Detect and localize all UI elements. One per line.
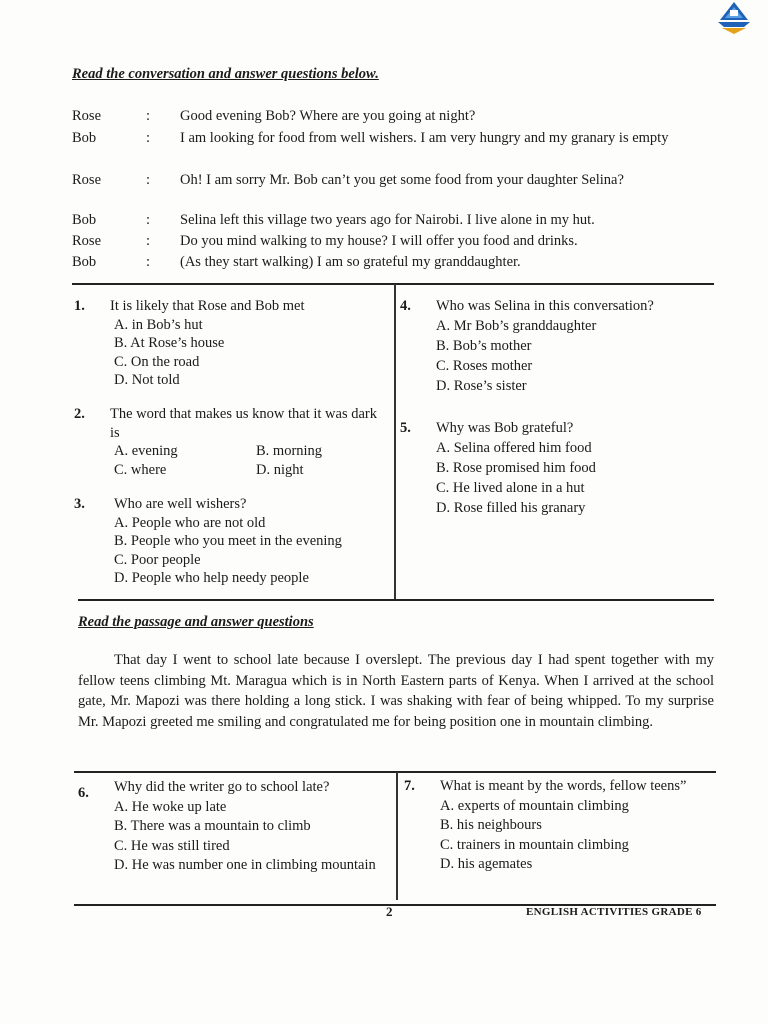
question-number: 4. xyxy=(400,298,411,314)
answer-option: D. Not told xyxy=(114,372,180,388)
question-7 xyxy=(404,777,714,875)
answer-option: C. Poor people xyxy=(114,551,201,568)
speaker-name: Bob xyxy=(72,130,97,146)
speaker-colon: : xyxy=(146,212,151,228)
speaker-name: Rose xyxy=(72,172,101,188)
answer-option: B. At Rose’s house xyxy=(114,335,225,351)
section-heading-conversation: Read the conversation and answer questions below. xyxy=(72,66,379,82)
question-2 xyxy=(74,405,384,479)
answer-option: A. Mr Bob’s granddaughter xyxy=(436,318,597,334)
answer-option: B. There was a mountain to climb xyxy=(114,818,311,834)
answer-option: C. where xyxy=(114,461,167,478)
question-number: 7. xyxy=(404,778,415,794)
section-heading-passage: Read the passage and answer questions xyxy=(78,614,314,630)
speaker-name: Rose xyxy=(72,233,101,249)
question-4 xyxy=(400,296,710,396)
question-stem: It is likely that Rose and Bob met xyxy=(110,298,305,314)
question-number: 2. xyxy=(74,406,85,422)
speaker-name: Bob xyxy=(72,212,97,228)
speaker-colon: : xyxy=(146,254,151,270)
divider-line xyxy=(78,599,714,601)
answer-option: C. He was still tired xyxy=(114,837,230,854)
dialogue-text: Oh! I am sorry Mr. Bob can’t you get some food from your daughter Selina? xyxy=(180,172,624,188)
answer-option: D. People who help needy people xyxy=(114,570,309,586)
dialogue-text: I am looking for food from well wishers. I am very hungry and my granary is empty xyxy=(180,130,669,146)
answer-option: B. People who you meet in the evening xyxy=(114,533,342,549)
question-stem: Who was Selina in this conversation? xyxy=(436,298,654,314)
question-5 xyxy=(400,418,710,518)
speaker-colon: : xyxy=(146,108,151,124)
column-divider xyxy=(396,772,398,900)
question-number: 3. xyxy=(74,496,85,512)
footer-title: ENGLISH ACTIVITIES GRADE 6 xyxy=(526,906,702,918)
speaker-colon: : xyxy=(146,130,151,146)
dialogue-text: Selina left this village two years ago for Nairobi. I live alone in my hut. xyxy=(180,212,595,228)
publisher-logo-icon xyxy=(712,0,756,36)
dialogue-line xyxy=(72,210,692,231)
answer-option: D. Rose filled his granary xyxy=(436,500,586,516)
question-number: 5. xyxy=(400,420,411,436)
answer-option: A. in Bob’s hut xyxy=(114,316,203,333)
question-stem: What is meant by the words, fellow teens” xyxy=(440,778,687,794)
question-stem: Who are well wishers? xyxy=(114,496,247,512)
answer-option: B. Rose promised him food xyxy=(436,460,596,476)
answer-option: B. morning xyxy=(256,443,323,459)
dialogue-line xyxy=(72,128,692,170)
question-stem: The word that makes us know that it was dark is xyxy=(110,406,377,441)
answer-option: B. his neighbours xyxy=(440,817,542,833)
page-number: 2 xyxy=(386,904,393,919)
speaker-colon: : xyxy=(146,172,151,188)
dialogue-line xyxy=(72,252,692,273)
answer-option: D. He was number one in climbing mountain xyxy=(114,857,376,873)
speaker-colon: : xyxy=(146,233,151,249)
question-stem: Why was Bob grateful? xyxy=(436,420,574,436)
reading-passage: That day I went to school late because I overslept. The previous day I had spent together with my fellow teens climbing Mt. Maragua which is in North Eastern parts of Kenya. When I arrived at the school gate, Mr. Mapozi was there holding a long stick. I was shaking with fear of being whipped. To my surprise Mr. Mapozi greeted me smiling and congratulated me for being position one in mountain climbing. xyxy=(78,652,714,730)
dialogue-line xyxy=(72,106,692,128)
answer-option: C. trainers in mountain climbing xyxy=(440,836,629,853)
dialogue-line xyxy=(72,231,692,252)
answer-option: D. night xyxy=(256,461,304,478)
answer-option: A. Selina offered him food xyxy=(436,440,592,456)
answer-option: C. He lived alone in a hut xyxy=(436,480,585,496)
answer-option: B. Bob’s mother xyxy=(436,338,532,354)
dialogue-line xyxy=(72,170,692,210)
dialogue-text: (As they start walking) I am so grateful my granddaughter. xyxy=(180,254,521,270)
answer-option: C. Roses mother xyxy=(436,358,533,374)
question-stem: Why did the writer go to school late? xyxy=(114,779,330,795)
question-number: 1. xyxy=(74,298,85,314)
divider-line xyxy=(74,771,716,773)
question-3 xyxy=(74,495,390,588)
divider-line xyxy=(72,283,714,285)
speaker-name: Bob xyxy=(72,254,97,270)
answer-option: D. his agemates xyxy=(440,856,533,872)
answer-option: D. Rose’s sister xyxy=(436,378,527,394)
dialogue-text: Do you mind walking to my house? I will offer you food and drinks. xyxy=(180,233,578,249)
answer-option: A. He woke up late xyxy=(114,798,227,815)
answer-option: C. On the road xyxy=(114,353,200,370)
conversation xyxy=(72,106,692,273)
answer-option: A. experts of mountain climbing xyxy=(440,797,629,814)
answer-option: A. People who are not old xyxy=(114,514,266,531)
question-1 xyxy=(74,297,384,390)
dialogue-text: Good evening Bob? Where are you going at night? xyxy=(180,108,476,124)
answer-option: A. evening xyxy=(114,443,178,459)
question-number: 6. xyxy=(78,785,89,801)
speaker-name: Rose xyxy=(72,108,101,124)
question-6 xyxy=(78,778,388,876)
